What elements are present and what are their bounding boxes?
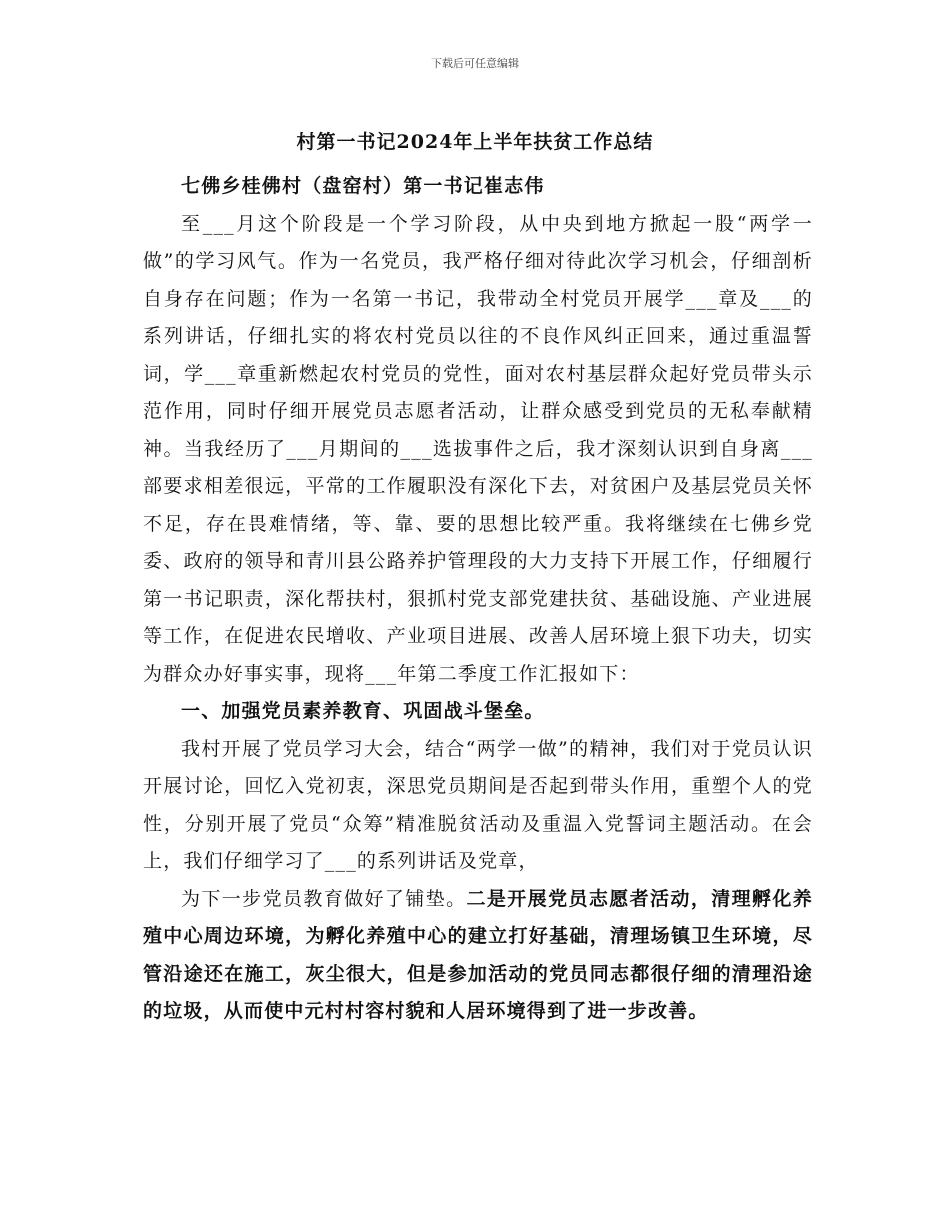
document-body: [143, 168, 813, 1031]
header-note: 下载后可任意编辑: [431, 57, 519, 70]
paragraph-party-study: 我村开展了党员学习大会，结合“两学一做”的精神，我们对于党员认识开展讨论，回忆入党初衷，深思党员期间是否起到带头作用，重塑个人的党性，分别开展了党员“众筹”精准脱贫活动及重温入党誓词主题活动。在会上，我们仔细学习了___的系列讲话及党章，: [143, 737, 813, 872]
document-title: 村第一书记2024年上半年扶贫工作总结: [296, 131, 654, 153]
paragraph-volunteer: [143, 881, 813, 1031]
paragraph-intro: 至___月这个阶段是一个学习阶段，从中央到地方掀起一股“两学一做”的学习风气。作为一名党员，我严格仔细对待此次学习机会，仔细剖析自身存在问题；作为一名第一书记，我带动全村党员开展学___章及___的系列讲话，仔细扎实的将农村党员以往的不良作风纠正回来，通过重温誓词，学___章重新燃起农村党员的党性，面对农村基层群众起好党员带头示范作用，同时仔细开展党员志愿者活动，让群众感受到党员的无私奉献精神。当我经历了___月期间的___选拔事件之后，我才深刻认识到自身离___部要求相差很远，平常的工作履职没有深化下去，对贫困户及基层党员关怀不足，存在畏难情绪，等、靠、要的思想比较严重。我将继续在七佛乡党委、政府的领导和青川县公路养护管理段的大力支持下开展工作，仔细履行第一书记职责，深化帮扶村，狠抓村党支部党建扶贫、基础设施、产业进展等工作，在促进农民增收、产业项目进展、改善人居环境上狠下功夫，切实为群众办好事实事，现将___年第二季度工作汇报如下：: [143, 212, 813, 685]
paragraph-volunteer-bold: 二是开展党员志愿者活动，清理孵化养殖中心周边环境，为孵化养殖中心的建立打好基础，清理场镇卫生环境，尽管沿途还在施工，灰尘很大，但是参加活动的党员同志都很仔细的清理沿途的垃圾，从而使中元村村容村貌和人居环境得到了进一步改善。: [143, 887, 813, 1022]
section-heading-1: 一、加强党员素养教育、巩固战斗堡垒。: [181, 700, 545, 722]
paragraph-volunteer-normal: 为下一步党员教育做好了铺垫。: [181, 887, 467, 910]
author-line: 七佛乡桂佛村（盘窑村）第一书记崔志伟: [181, 175, 545, 197]
